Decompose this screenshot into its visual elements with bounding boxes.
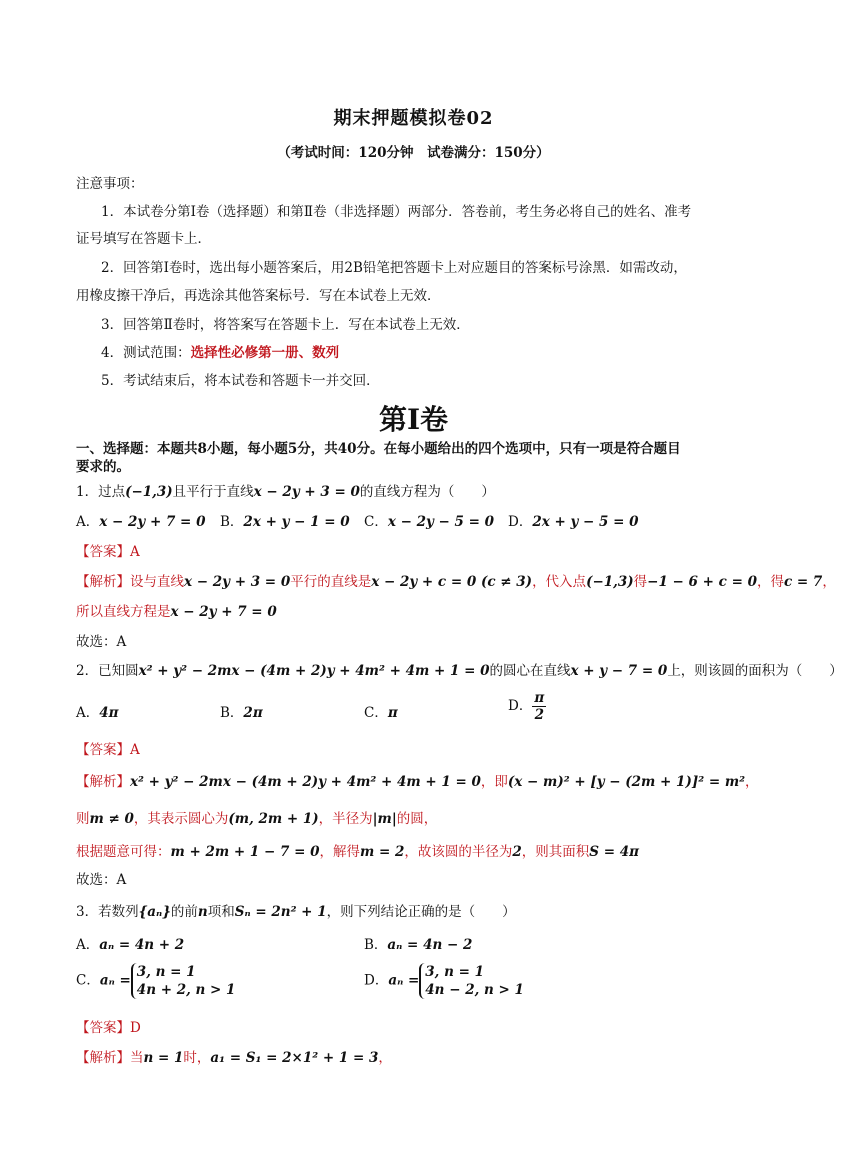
q2-expl2-text2: ，其表示圆心为	[133, 811, 229, 827]
q1-option-d[interactable]	[508, 510, 639, 530]
q1-expl-text: 设与直线	[130, 574, 184, 590]
q3-option-c-row2: 4n + 2, n > 1	[136, 982, 236, 998]
q2-expl3-s: S = 4π	[589, 844, 640, 860]
q2-option-b-label: B．	[220, 705, 244, 721]
q1-expl-text2: 平行的直线是	[290, 574, 372, 590]
q3-option-d-row2: 4n − 2, n > 1	[425, 982, 524, 998]
q3-stem	[76, 900, 516, 920]
q2-option-b-math: 2π	[243, 705, 263, 721]
q3-expl-n: n = 1	[143, 1050, 184, 1066]
q2-option-d-den: 2	[534, 707, 544, 723]
page-title: 期末押题模拟卷02	[333, 108, 494, 129]
q1-expl-point: (−1,3)	[586, 574, 634, 590]
q2-option-a-math: 4π	[99, 705, 119, 721]
q2-expl2-text3: ，半径为	[318, 811, 373, 827]
q1-answer: 【答案】A	[76, 544, 140, 560]
q3-stem-text3: 项和	[207, 904, 235, 920]
q2-expl2-m: m ≠ 0	[89, 811, 134, 827]
q2-expl2-text4: 的圆，	[396, 811, 438, 827]
q3-option-d-label: D．	[364, 972, 389, 989]
q3-explanation	[76, 1046, 392, 1066]
q1-expl-text5: ，得	[757, 574, 784, 590]
q2-stem	[76, 659, 843, 679]
notice-item-1: 1．本试卷分第Ⅰ卷（选择题）和第Ⅱ卷（非选择题）两部分．答卷前，考生务必将自己的姓名、准考	[101, 204, 692, 220]
q2-option-d[interactable]	[508, 690, 546, 723]
q2-explanation	[76, 770, 759, 790]
q1-expl-cval: c = 7	[784, 574, 823, 590]
q1-option-b[interactable]	[220, 510, 350, 530]
q1-expl-text6: ，	[822, 574, 836, 590]
test-scope: 选择性必修第一册、数列	[190, 345, 340, 361]
q3-expl-text2: 时，	[183, 1050, 211, 1066]
q3-stem-text2: 的前	[170, 904, 198, 920]
q3-option-b[interactable]	[364, 933, 472, 953]
q1-expl-eq2: −1 − 6 + c = 0	[647, 574, 757, 590]
q1-expl2-eq: x − 2y + 7 = 0	[170, 604, 277, 620]
q2-answer: 【答案】A	[76, 742, 140, 758]
q2-stem-text2: 的圆心在直线	[489, 663, 571, 679]
q3-expl-text3: ，	[378, 1050, 392, 1066]
q3-option-d[interactable]	[364, 963, 524, 999]
notice-item-5: 5．考试结束后，将本试卷和答题卡一并交回．	[101, 373, 380, 389]
q1-option-c[interactable]	[364, 510, 494, 530]
q1-choice: 故选：A	[76, 634, 127, 650]
q3-option-b-math: aₙ = 4n − 2	[387, 937, 473, 953]
q3-expl-text: 当	[130, 1050, 144, 1066]
q2-option-a[interactable]	[76, 701, 119, 721]
q1-option-a-label: A．	[76, 514, 100, 530]
q1-option-c-math: x − 2y − 5 = 0	[387, 514, 495, 530]
q2-choice: 故选：A	[76, 872, 127, 888]
q2-expl-text: ，即	[480, 774, 508, 790]
q3-option-b-label: B．	[364, 937, 388, 953]
q1-option-d-label: D．	[508, 514, 533, 530]
q2-option-d-fraction	[532, 690, 546, 723]
q2-expl3-text2: ，解得	[319, 844, 360, 860]
notice-item-2-cont: 用橡皮擦干净后，再选涂其他答案标号．写在本试卷上无效．	[76, 288, 441, 304]
q2-expl3-text: 根据题意可得：	[76, 844, 171, 860]
q2-expl3-eq: m + 2m + 1 − 7 = 0	[170, 844, 320, 860]
q1-point: (−1,3)	[125, 484, 173, 500]
q3-stem-text: 3．若数列	[76, 904, 139, 920]
q2-expl2-r: |m|	[372, 811, 397, 827]
q2-stem-text3: 上，则该圆的面积为（ ）	[667, 663, 843, 679]
notice-item-4-label: 4．测试范围：	[101, 345, 191, 361]
notice-item-4	[101, 341, 339, 361]
q2-option-b[interactable]	[220, 701, 263, 721]
q3-option-c-lhs: aₙ =	[99, 972, 131, 989]
q1-option-a-math: x − 2y + 7 = 0	[99, 514, 206, 530]
q1-expl-line: x − 2y + 3 = 0	[184, 574, 291, 590]
q2-line: x + y − 7 = 0	[570, 663, 668, 679]
q3-option-d-cases	[419, 963, 524, 999]
section-instructions-cont: 要求的。	[76, 459, 130, 475]
q3-option-a-label: A．	[76, 937, 100, 953]
q3-option-c-row1: 3, n = 1	[136, 964, 196, 980]
q2-explanation-3	[76, 840, 639, 860]
q2-option-c[interactable]	[364, 701, 398, 721]
q3-option-c-label: C．	[76, 972, 100, 989]
q2-expl2-text: 则	[76, 811, 90, 827]
q2-stem-text: 2．已知圆	[76, 663, 139, 679]
q2-expl3-text4: ，则其面积	[521, 844, 590, 860]
q1-expl2-text: 所以直线方程是	[76, 604, 171, 620]
q2-option-a-label: A．	[76, 705, 100, 721]
q2-circle-eq: x² + y² − 2mx − (4m + 2)y + 4m² + 4m + 1 = 0	[138, 663, 490, 679]
notice-item-3: 3．回答第Ⅱ卷时，将答案写在答题卡上．写在本试卷上无效．	[101, 317, 470, 333]
q2-expl-label: 【解析】	[76, 774, 130, 790]
q3-sum: Sₙ = 2n² + 1	[234, 904, 327, 920]
q1-expl-text4: 得	[633, 574, 648, 590]
q1-expl-label: 【解析】	[76, 574, 130, 590]
q3-answer: 【答案】D	[76, 1020, 141, 1036]
q3-expl-label: 【解析】	[76, 1050, 130, 1066]
q2-expl-eq2: (x − m)² + [y − (2m + 1)]² = m²	[507, 774, 746, 790]
q3-option-d-row1: 3, n = 1	[425, 964, 484, 980]
q1-option-b-math: 2x + y − 1 = 0	[243, 514, 350, 530]
q1-expl-text3: ，代入点	[532, 574, 587, 590]
section-title: 第Ⅰ卷	[378, 403, 449, 436]
notice-heading: 注意事项：	[76, 176, 144, 192]
q3-seq: {aₙ}	[138, 904, 171, 920]
q2-expl3-text3: ，故该圆的半径为	[404, 844, 513, 860]
q3-option-c-cases	[131, 963, 236, 999]
q2-expl-eq: x² + y² − 2mx − (4m + 2)y + 4m² + 4m + 1 = 0	[130, 774, 481, 790]
q1-option-d-math: 2x + y − 5 = 0	[532, 514, 639, 530]
q2-option-d-num: π	[534, 690, 545, 706]
exam-info: （考试时间：120分钟 试卷满分：150分）	[277, 145, 550, 161]
q1-explanation	[76, 570, 836, 590]
q1-explanation-cont	[76, 600, 277, 620]
q1-option-b-label: B．	[220, 514, 244, 530]
q1-stem-text2: 且平行于直线	[172, 484, 254, 500]
q3-option-c[interactable]	[76, 963, 235, 999]
q2-option-c-label: C．	[364, 705, 388, 721]
q2-expl2-center: (m, 2m + 1)	[228, 811, 319, 827]
q1-stem-text: 1．过点	[76, 484, 126, 500]
section-instructions: 一、选择题：本题共8小题，每小题5分，共40分。在每小题给出的四个选项中，只有一项是符合题目	[76, 441, 681, 457]
notice-item-2: 2．回答第Ⅰ卷时，选出每小题答案后，用2B铅笔把答题卡上对应题目的答案标号涂黑．如需改动，	[101, 260, 687, 276]
q1-stem-text3: 的直线方程为（ ）	[359, 484, 495, 500]
q2-expl-text2: ，	[745, 774, 759, 790]
q1-option-a[interactable]	[76, 510, 205, 530]
q3-expl-eq: a₁ = S₁ = 2×1² + 1 = 3	[210, 1050, 379, 1066]
q2-explanation-2	[76, 807, 437, 827]
q2-expl3-m: m = 2	[360, 844, 405, 860]
q2-expl3-r: 2	[512, 844, 522, 860]
q3-stem-text4: ，则下列结论正确的是（ ）	[326, 904, 516, 920]
q3-n: n	[197, 904, 208, 920]
q2-option-c-math: π	[387, 705, 398, 721]
q3-option-d-lhs: aₙ =	[388, 972, 420, 989]
q3-option-a[interactable]	[76, 933, 184, 953]
q2-option-d-label: D．	[508, 698, 533, 714]
q1-option-c-label: C．	[364, 514, 388, 530]
q1-stem	[76, 480, 495, 500]
q1-line: x − 2y + 3 = 0	[253, 484, 360, 500]
q1-expl-eq: x − 2y + c = 0 (c ≠ 3)	[371, 574, 533, 590]
notice-item-1-cont: 证号填写在答题卡上．	[76, 231, 211, 247]
q3-option-a-math: aₙ = 4n + 2	[99, 937, 185, 953]
